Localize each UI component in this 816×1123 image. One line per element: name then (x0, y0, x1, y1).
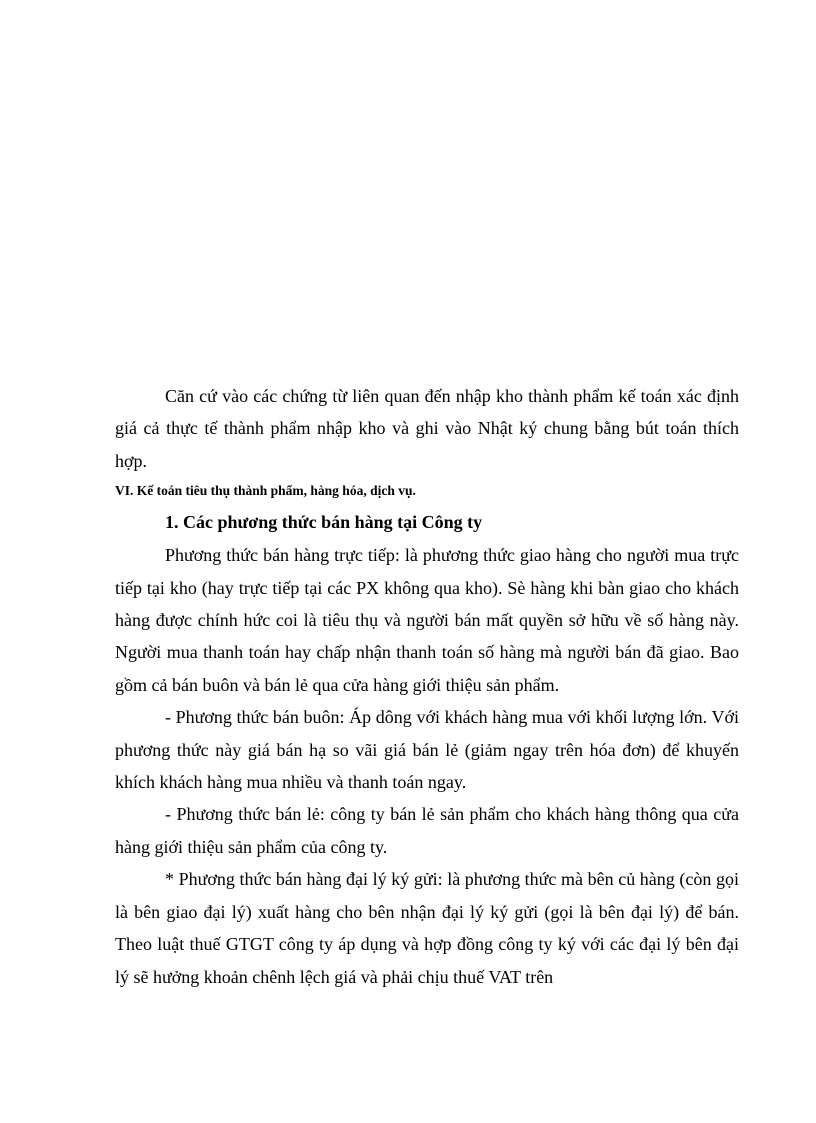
paragraph-retail: - Phương thức bán lẻ: công ty bán lẻ sản phẩm cho khách hàng thông qua cửa hàng giới thiệu sản phẩm của công ty. (115, 804, 739, 857)
paragraph-direct-sales: Phương thức bán hàng trực tiếp: là phương thức giao hàng cho người mua trực tiếp tại kho (hay trực tiếp tại các PX không qua kho). Sè hàng khi bàn giao cho khách hàng được chính hức coi là tiêu thụ và người bán mất quyền sở hữu về số hàng này. Người mua thanh toán hay chấp nhận thanh toán số hàng mà người bán đã giao. Bao gồm cả bán buôn và bán lẻ qua cửa hàng giới thiệu sản phẩm. (115, 545, 739, 695)
paragraph-consignment: * Phương thức bán hàng đại lý ký gửi: là phương thức mà bên củ hàng (còn gọi là bên giao đại lý) xuất hàng cho bên nhận đại lý ký gửi (gọi là bên đại lý) để bán. Theo luật thuế GTGT công ty áp dụng và hợp đồng công ty ký với các đại lý bên đại lý sẽ hưởng khoản chênh lệch giá và phải chịu thuế VAT trên (115, 869, 739, 987)
subsection-heading: 1. Các phương thức bán hàng tại Công ty (165, 512, 483, 533)
intro-paragraph: Căn cứ vào các chứng từ liên quan đến nhập kho thành phẩm kế toán xác định giá cả thực tế thành phẩm nhập kho và ghi vào Nhật ký chung bằng bút toán thích hợp. (115, 386, 739, 471)
document-page (115, 380, 739, 993)
paragraph-wholesale: - Phương thức bán buôn: Áp dông với khách hàng mua với khối lượng lớn. Với phương thức này giá bán hạ so vãi giá bán lẻ (giảm ngay trên hóa đơn) để khuyến khích khách hàng mua nhiều và thanh toán ngay. (115, 707, 739, 793)
section-heading: VI. Kế toán tiêu thụ thành phẩm, hàng hóa, dịch vụ. (115, 483, 416, 499)
